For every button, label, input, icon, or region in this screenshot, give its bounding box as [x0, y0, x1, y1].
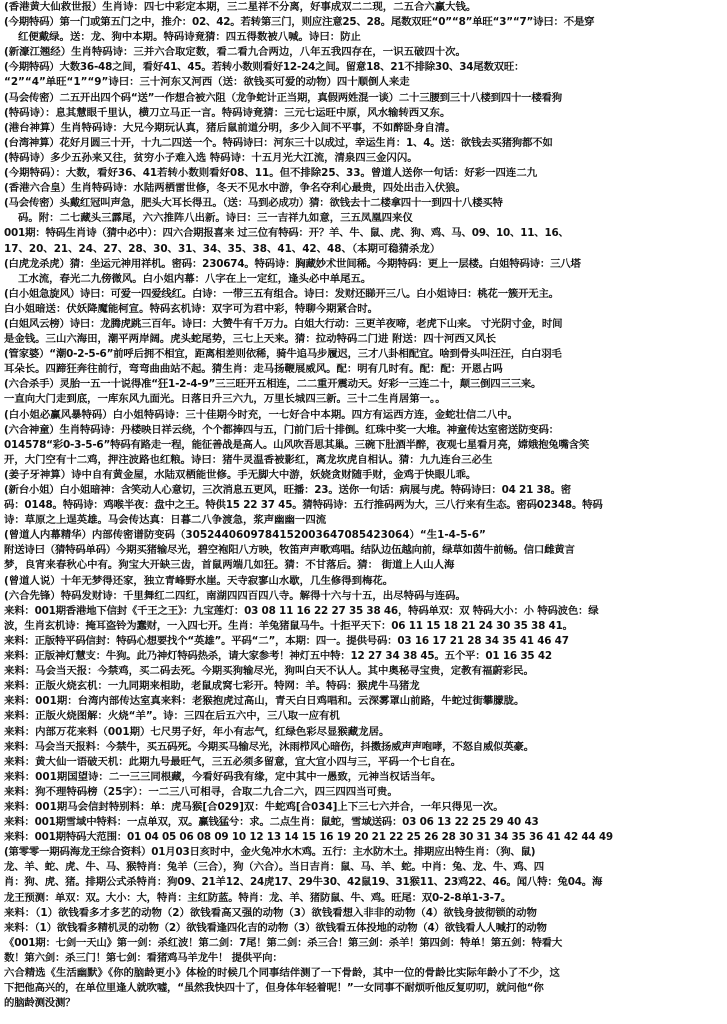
text-line: (香港黄大仙救世报）生肖诗：四七中彩定本期，三二星祥不分离，好事成双二二现，二五合六赢大钱。 [4, 1, 477, 13]
text-line: “2”“4”单旺“1”“9”诗曰：三十河东又河西（送：欲钱买可爱的动物）四十顺倒人来走 [4, 76, 410, 89]
text-line: (白小姐急旋风）诗曰：可爱一四爱线红。白诗：一带三五有组合。诗曰：发财还睇开三八。白小姐诗曰：桃花一簇开无主。 [4, 287, 559, 300]
text-line: (特码诗）多少五孙来又往，贫穷小子难入选 特码诗：十五月光大江流，清泉四三金闪闪。 [4, 151, 418, 164]
text-line: 014578“彩0-3-5-6”特码有路走一程，能征善战是高人。山风吹吾思其巢。三碗下肚酒半醉，夜观七星看月亮，嫦娥抱兔嘴含笑 [4, 438, 590, 451]
text-line: 码。附：二七藏头三霹尾，六六推阵八出新。诗曰：三一吉祥九如意，三五凤凰四来仪 [18, 212, 413, 225]
text-line: 《001期：七剑一天山》第一剑：杀红波！第二剑：7尾！第二剑：杀三合！第三剑：杀羊！第四剑：特单！第五剑：特看大 [4, 936, 563, 949]
text-line: 来料：001期：台湾内部传达室真来料：老猴抱虎过高山，青天白日鸡唱和。云深雾罩山前路，牛蛇过街攀朦胧。 [4, 695, 525, 708]
text-line: 来料：狗不理特码榜（25字）：一二三八可相寻，合取二九合二六，四三四四当可贵。 [4, 785, 398, 798]
text-line: 来料：（1）欲钱看多精机灵的动物（2）欲钱看逢四化吉的动物（3）欲钱看五体投地的动物（4）欲钱看人人喊打的动物 [4, 921, 547, 934]
text-line: 耳朵长。四蹄狂奔往前行，弯弯曲曲站不起。猜生肖：走马扬鞭展威风。配：明有几时有。配：配：开恩占吗 [4, 363, 503, 376]
text-line: 来料：001期马会信封特别料：单：虎马猴[合029]双：牛蛇鸡[合034]上下三七六并合，一年只得见一次。 [4, 800, 504, 813]
text-line: (台湾神算）花好月圆三十开，十九二四送一个。特码诗曰：河东三十以成过，幸运生肖：1、4。送：欲钱去买猪狗都不如 [4, 136, 553, 149]
text-line: 17、20、21、24、27、28、30、31、34、35、38、41、42、48、（本期可稳猜杀龙） [4, 242, 441, 255]
text-line: (今期特码）第一门或第五门之中，推介：02、42。若转第三门，则应注意25、28。尾数双旺“0”“8”单旺“3”“7”诗曰：不是穿 [4, 16, 595, 29]
text-line: (曾道人说）十年无梦得还家，独立青峰野水崖。天寺寂寥山水歇，几生修得到梅花。 [4, 574, 394, 587]
text-line: (白姐风云榜）诗曰：龙腾虎跳三百年。诗曰：大赞牛有千万力。白姐大行动：三更羊夜啼，老虎下山来。 寸光阴寸金，时间 [4, 317, 563, 330]
text-line: (管家婆）“潮0-2-5-6”前呼后拥不相宜，距离相差则依稀，骑牛追马步履迟，三才八卦相配宜。啥到骨头叫汪汪，白白羽毛 [4, 348, 562, 361]
text-line: 开，大门空有十二鸡，押注波路也红粮。诗曰：猪牛灵温香被影红，离龙坎虎自相认。猜：九九连台三必生 [4, 453, 493, 466]
text-line: 龙王预测：单双：双。大小：大，特肖：主红防蓝。特肖：龙、羊、猪防鼠、牛、鸡。旺尾：双0-2-8单1-3-7。 [4, 891, 512, 904]
text-line: (曾道人内幕精华）内部传密谱防变码（3052440609784152003647085423064）“生1-4-5-6” [4, 529, 486, 542]
text-line: 诗：草原之上逞英雄。马会传达真：日暮二八争渡急，浆声幽幽一四流 [4, 514, 327, 527]
text-line: 来料：正版特平码信封：特码心想要找个“英雄”。平码“二”，本期：四一。提供号码：03 16 17 21 28 34 35 41 46 47 [4, 634, 569, 647]
text-line: 来料：正版神灯慧支：牛狗。此乃神灯特码热杀，请大家参考！神灯五中特：12 27 34 38 45。五个平：01 16 35 42 [4, 650, 552, 663]
text-line: 来料：黄大仙一语破天机：此期九号最旺气，三五必须多留意，宜大宜小四与三，平码一个七自在。 [4, 755, 462, 768]
text-line: (新濠江翘经）生肖特码诗：三并六合取定数，看二看九合两边，八年五我四存在，一识五破四十次。 [4, 46, 466, 59]
text-line: 红便戴绿。送：龙、狗中本期。特码诗竟猜：四五得数被八喊。诗曰：防止 [18, 31, 361, 44]
text-line: 来料：001期特码大范围：01 04 05 06 08 09 10 12 13 14 15 16 19 20 21 22 25 26 28 30 31 34 35 36 41 42 44 49 [4, 831, 613, 844]
text-line: (白虎龙杀虎）猜：坐运元神用祥机。密码：230674。特码诗：胸藏妙术世间稀。今期特码：更上一层楼。白姐特码诗：三八塔 [4, 257, 581, 270]
text-line: (姜子牙神算）诗中自有黄金屋，水陆双栖能世修。手无脚大中游，妖娆贪财随手财，金鸡于快眼儿乖。 [4, 468, 477, 481]
text-line: (港台神算）生肖特码诗：大兄今期玩认真，猪后鼠前道分明，多少入间不平事，不如醉卧身自清。 [4, 121, 456, 134]
text-line: 来料：正版火烧玄机：一九同期来相助，老鼠成窝七彩开。特网：羊。特码：猴虎牛马猪龙 [4, 680, 420, 693]
text-line: (马会传密）二五开出四个码“送”一作想合被六阻（龙争蛇计正当期，真假两姓混一谈）二十三腰到三十八楼到四十一楼看狗 [4, 91, 562, 104]
text-line: 龙、羊、蛇、虎、牛、马、猴特肖：兔羊（三合），狗（六合）。当日吉肖：鼠、马、羊、蛇。中肖：兔、龙、牛、鸡、四 [4, 861, 544, 874]
text-line: 的脑龄测没测？ [4, 997, 76, 1010]
text-line: 来料：001期香港地下信封《千王之王》：九宝莲灯：03 08 11 16 22 27 35 38 46，特码单双：双 特码大小：小 特码波色：绿 [4, 604, 599, 617]
text-line: (今期特码）大数36-48之间，看好41、45。若转小数则看好12-24之间。留意18、21不排除30、34尾数双旺： [4, 61, 525, 74]
text-line: 来料：（1）欲钱看多才多艺的动物（2）欲钱看高又强的动物（3）欲钱看想入非非的动物（4）欲钱身披彻锁的动物 [4, 906, 537, 919]
text-line: (六合神童）生肖特码诗：丹楼映日祥云绕，个个都捧四与五，门前门后十排倒。红珠中奖一大堆。神童传达室密送防变码： [4, 423, 559, 436]
text-line: 来料：马会当天报：今禁鸡，买二码去死。今期买狗输尽光，狗叫白天不认人。其中奥秘寻宝贵，定教有福蔚彩民。 [4, 665, 534, 678]
text-line: (特码诗）：息其慧眼千里认，横刀立马正一言。特码诗竟猜：三元七运旺中原，风水输转西又东。 [4, 106, 451, 119]
text-line: (香港六合皇）生肖特码诗：水陆两栖雷世修，冬天不见水中游，争名夺利心最贵，四处出击入伏狼。 [4, 182, 466, 195]
text-line: (马会传密）头戴红冠叫声急，肥头大耳长得丑。（送：马到必成功）猜：欲钱去十二楼拿四十一到四十八楼买特 [4, 197, 503, 210]
text-line: 六合精选《生活幽默》《你的脑龄更小》体检的时候几个同事结伴测了一下骨龄，其中一位的骨龄比实际年龄小了不少，这 [4, 967, 560, 979]
text-line: 码：0148。特码诗：鸡喉半夜：盘中之王。特供15 22 37 45。猜特码诗：五行推码两为大，三八行来有生态。密码02348。特码 [4, 499, 603, 512]
text-line: 来料：001期雪域中特料：一点单双，双。赢钱猛兮：求。二点生肖：鼠蛇，雪域送码：03 06 13 22 25 29 40 43 [4, 816, 539, 829]
text-line: 来料：正版火烧图解：火烧“羊”。诗：三四在后五六中，三八取一应有机 [4, 710, 340, 723]
text-line: 来料：内部万花来料（001期）七尺男子好，年小有志气，红绿色彩尽显猴藏龙居。 [4, 725, 390, 738]
text-line: (白小姐必赢风暴特码）白小姐特码诗：三十佳期今时充，一七好合中本期。四方有运西方连，金蛇壮信二八中。 [4, 408, 518, 421]
text-line: 工水流，春光二九傍微风。白小姐内幕：八字在上一定红，逢头必中单尾五。 [18, 272, 372, 285]
text-line: 波，生肖玄机诗：掩耳盗铃为蠢财，一入四七开。生肖：羊兔猪鼠马牛。十拒平天下：06 11 15 18 21 24 30 35 38 41。 [4, 619, 573, 632]
text-line: (六合杀手）灵胎一五一十说得准“狂1-2-4-9”三三旺开五相连，二二重开震动天。好彩一三连二十，颠三倒四三三来。 [4, 378, 542, 391]
text-line: (第零零一期码海龙王综合资料）01月03日亥时中，金火兔冲水木鸡。五行：主水防木土。排期应出特生肖：（狗、鼠) [4, 846, 536, 859]
text-line: 001期：特码生肖诗（猜中必中）：四六合期报喜来 过三位有特码：开？羊、牛、鼠、虎、狗、鸡、马、09、10、11、16、 [4, 227, 569, 240]
text-line: 附送诗曰（猜特码单码）今期买猪输尽光，碧空袍阳八方映，牧笛声声歌鸡唱。结队边伍越向前，绿草如茵牛前畅。信口雌黄言 [4, 544, 575, 557]
text-line: 数！第六剑：杀三门！第七剑：看猪鸡马羊龙牛！ 提供平向： [4, 951, 283, 964]
text-line: 一直向大门走到底，一库东风九面光。日落日升三六九，万里长城四三新。三十二生肖居第一。。 [4, 393, 446, 406]
text-line: 来料：001期国望诗：二一三三同根藏，今看好码我有缘，定中其中一愚致，元神当权话当年。 [4, 770, 442, 783]
text-line: 来料：马会当天报料：今禁牛，买五码死。今期买马输尽光，沐雨栉风心暗伤，抖擞扬威声声咆哮，不怒自威似英豪。 [4, 740, 534, 753]
text-line: 肖：狗、虎、猪。排期公式杀特肖：狗09、21羊12、24虎17、29牛30、42鼠19、31猴11、23鸡22、46。闻八特：兔04。海 [4, 876, 603, 889]
text-line: 下把他高兴的，在单位里逢人就吹嘘，“虽然我快四十了，但身体年轻着呢！”一女同事不耐烦听他反复叨叨，就问他“你 [4, 982, 544, 995]
text-line: 白小姐暗送：伏妖降魔能柯宣。特码玄机诗：双字可为君中彩，特聊今期紧合时。 [4, 302, 379, 315]
text-line: (六合先锋）特码发财诗：千里舞红二四红，南湖四四百四八寺。解得十六与十五，出尽特码与连码。 [4, 589, 466, 602]
text-line: 是金钱。三山六海田，潮平两岸阔。虎头蛇尾势，三七上天来。猜：拉动特码二门进 附送：四十河西又风长 [4, 333, 496, 346]
text-line: 梦，良宵来春秋心中有。狗宝大开缺三齿，首鼠两端几如狂。猜：不甘落后。猜： 街道上人山人海 [4, 559, 455, 572]
text-line: (今期特码）：大数，看好36、41若转小数则看好08、11。但不排除25、33。曾道人送你一句话：好彩一四连二九 [4, 167, 538, 180]
text-line: (新台小姐）白小姐暗神：含笑动人心意切，三次消息五更风，旺播：23。送你一句话：病展与虎。特码诗曰：04 21 38。密 [4, 484, 571, 496]
